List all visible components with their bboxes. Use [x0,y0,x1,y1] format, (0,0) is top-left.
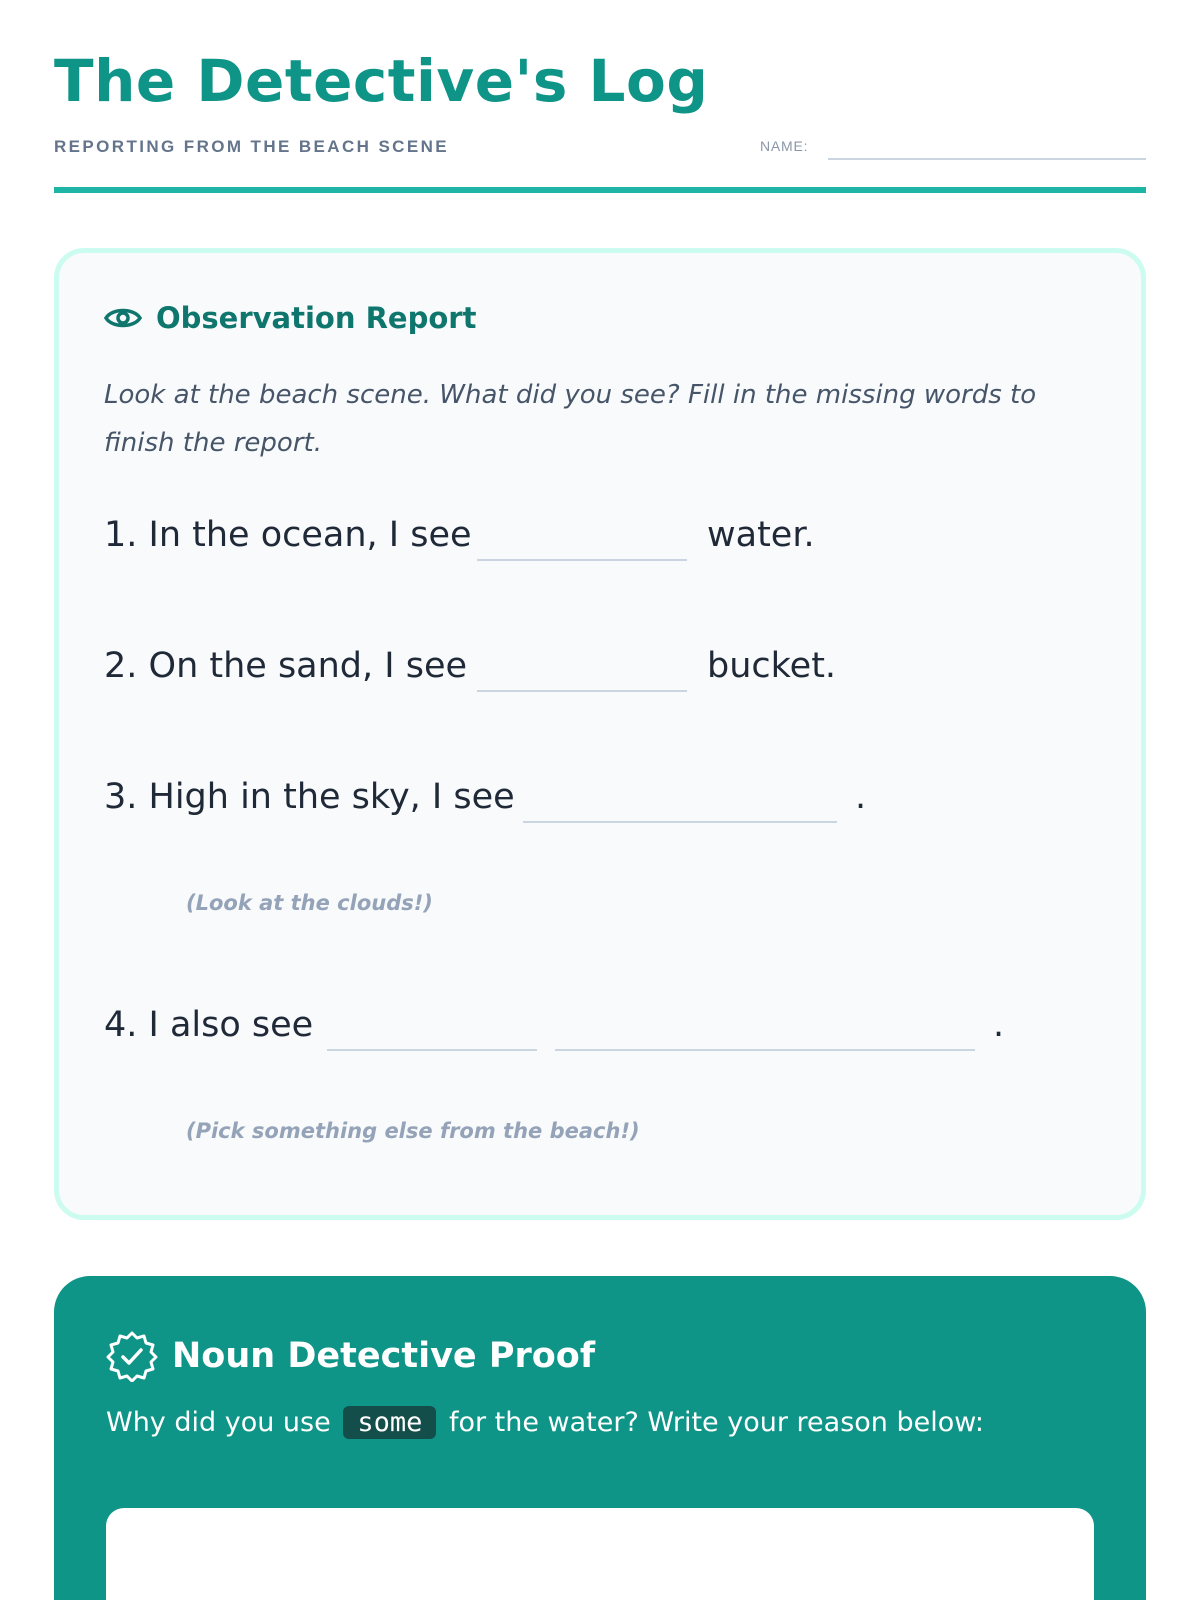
proof-header [106,1330,595,1382]
question-3-suffix: . [855,777,867,817]
proof-card [54,1276,1146,1600]
proof-title: Noun Detective Proof [172,1336,596,1376]
question-4-suffix: . [993,1005,1005,1045]
name-input-line[interactable] [828,158,1146,160]
header-divider [54,187,1146,193]
code-word: some [343,1406,436,1439]
question-1-blank[interactable] [477,559,687,561]
question-4-hint: (Pick something else from the beach!) [186,1119,640,1143]
question-2-blank[interactable] [477,690,687,692]
badge-check-icon [106,1330,158,1382]
question-3-prefix: 3. High in the sky, I see [104,777,515,817]
question-1-prefix: 1. In the ocean, I see [104,515,472,555]
question-4-blank-adjective[interactable] [327,1049,537,1051]
proof-question-before: Why did you use [106,1407,331,1438]
observation-instructions: Look at the beach scene. What did you see? Fill in the missing words to finish the report. [104,380,1037,458]
page-subtitle: REPORTING FROM THE BEACH SCENE [54,137,450,156]
answer-textarea[interactable] [106,1508,1094,1600]
observation-header [104,301,476,335]
question-3-hint: (Look at the clouds!) [186,891,433,915]
observation-card [54,248,1146,1220]
observation-title: Observation Report [156,301,477,335]
question-4-blank-noun[interactable] [555,1049,975,1051]
question-2-suffix: bucket. [707,646,837,686]
eye-icon [104,303,142,333]
question-2-prefix: 2. On the sand, I see [104,646,468,686]
name-label: NAME: [760,138,809,154]
question-1-suffix: water. [707,515,815,555]
proof-question [106,1406,984,1439]
question-3-blank[interactable] [523,821,837,823]
name-field-group [760,138,1146,160]
proof-question-after: for the water? Write your reason below: [448,1407,984,1438]
page-title: The Detective's Log [54,47,709,115]
question-4-prefix: 4. I also see [104,1005,314,1045]
